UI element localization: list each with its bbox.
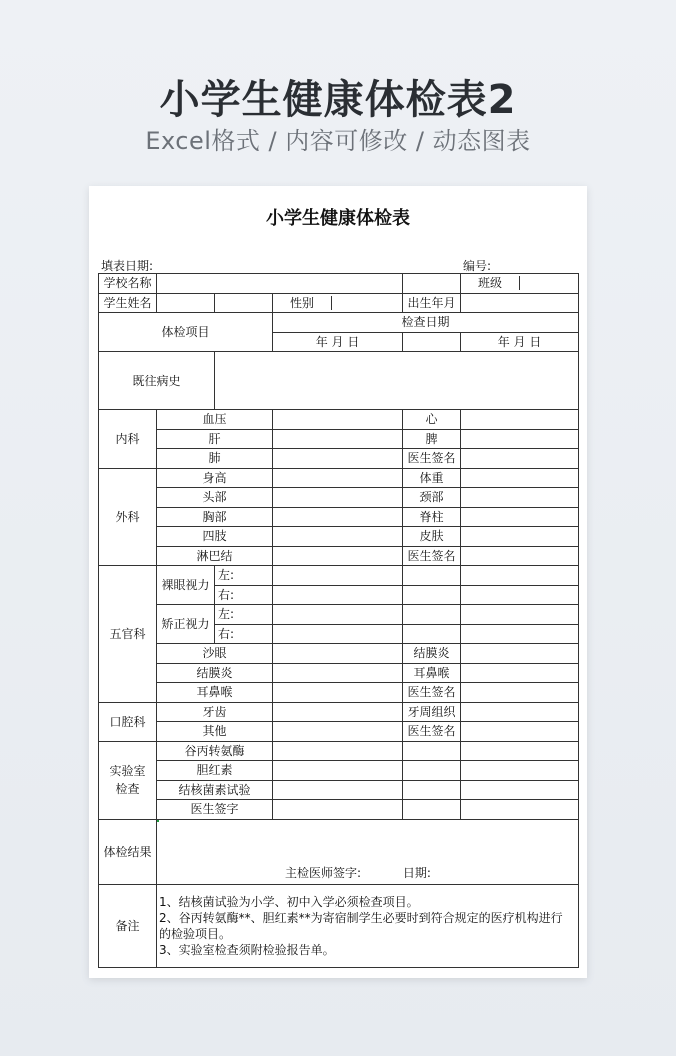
exam-date-spacer [403, 332, 461, 352]
spine-input[interactable] [461, 507, 579, 527]
corrected-vision-right-label: 右: [215, 624, 273, 644]
bilirubin-input[interactable] [273, 761, 403, 781]
table-row [99, 507, 579, 527]
form-title: 小学生健康体检表 [266, 208, 410, 229]
table-row [99, 741, 579, 761]
liver-label: 肝 [157, 429, 273, 449]
table-row [99, 468, 579, 488]
school-name-label: 学校名称 [99, 274, 157, 294]
limbs-input[interactable] [273, 527, 403, 547]
table-row [99, 566, 579, 586]
ent-section: 五官科 [99, 566, 157, 703]
student-name-input[interactable] [157, 293, 215, 313]
table-row [99, 819, 579, 884]
class-cell[interactable] [461, 274, 579, 294]
corrected-vision-right-extra[interactable] [403, 624, 461, 644]
head-label: 头部 [157, 488, 273, 508]
conjunctivitis-label-right: 结膜炎 [403, 644, 461, 664]
naked-vision-right-label: 右: [215, 585, 273, 605]
naked-vision-left-extra[interactable] [403, 566, 461, 586]
tb-test-input[interactable] [273, 780, 403, 800]
table-row [99, 605, 579, 625]
page-subheading: Excel格式 / 内容可修改 / 动态图表 [145, 127, 531, 155]
bilirubin-extra2[interactable] [461, 761, 579, 781]
table-row [99, 449, 579, 469]
heart-label: 心 [403, 410, 461, 430]
ear-nose-throat-label: 耳鼻喉 [157, 683, 273, 703]
height-input[interactable] [273, 468, 403, 488]
alt-input[interactable] [273, 741, 403, 761]
note-line-2: 2、谷丙转氨酶**、胆红素**为寄宿制学生必要时到符合规定的医疗机构进行的检验项目。 [159, 910, 563, 941]
periodontal-input[interactable] [461, 702, 579, 722]
bp-input[interactable] [273, 410, 403, 430]
internal-doctor-sign-input[interactable] [461, 449, 579, 469]
table-row [99, 780, 579, 800]
tb-test-extra[interactable] [403, 780, 461, 800]
teeth-input[interactable] [273, 702, 403, 722]
weight-input[interactable] [461, 468, 579, 488]
gender-label: 性别 [273, 296, 332, 310]
ear-nose-throat-input[interactable] [273, 683, 403, 703]
lab-doctor-sign-input[interactable] [273, 800, 403, 820]
number-label: 编号: [463, 259, 492, 273]
class-label-spacer [403, 274, 461, 294]
internal-doctor-sign-label: 医生签名 [403, 449, 461, 469]
alt-label: 谷丙转氨酶 [157, 741, 273, 761]
corrected-vision-left-input[interactable] [273, 605, 403, 625]
exam-item-header: 体检项目 [99, 313, 273, 352]
other-label: 其他 [157, 722, 273, 742]
table-row [99, 800, 579, 820]
conjunctivitis-input[interactable] [273, 663, 403, 683]
table-row [99, 722, 579, 742]
trachoma-input[interactable] [273, 644, 403, 664]
dental-doctor-sign-input[interactable] [461, 722, 579, 742]
naked-vision-label: 裸眼视力 [157, 566, 215, 605]
heart-input[interactable] [461, 410, 579, 430]
corrected-vision-left-label: 左: [215, 605, 273, 625]
skin-label: 皮肤 [403, 527, 461, 547]
corrected-vision-right-input[interactable] [273, 624, 403, 644]
alt-extra2[interactable] [461, 741, 579, 761]
spine-label: 脊柱 [403, 507, 461, 527]
table-row [99, 293, 579, 313]
table-row [99, 683, 579, 703]
table-row [99, 663, 579, 683]
table-row [99, 546, 579, 566]
ent-label-right: 耳鼻喉 [403, 663, 461, 683]
weight-label: 体重 [403, 468, 461, 488]
exam-date-header: 检查日期 [273, 313, 579, 333]
note-line-1: 1、结核菌试验为小学、初中入学必须检查项目。 [159, 894, 419, 909]
table-row [99, 410, 579, 430]
periodontal-label: 牙周组织 [403, 702, 461, 722]
table-row [99, 488, 579, 508]
other-input[interactable] [273, 722, 403, 742]
student-name-label: 学生姓名 [99, 293, 157, 313]
lab-doctor-sign-label: 医生签字 [157, 800, 273, 820]
corrected-vision-right-extra2[interactable] [461, 624, 579, 644]
chest-label: 胸部 [157, 507, 273, 527]
tb-test-extra2[interactable] [461, 780, 579, 800]
lung-label: 肺 [157, 449, 273, 469]
naked-vision-right-input[interactable] [273, 585, 403, 605]
form-table [98, 273, 579, 968]
neck-label: 颈部 [403, 488, 461, 508]
page-heading: 小学生健康体检表2 [159, 77, 517, 123]
table-row [99, 644, 579, 664]
lab-section-label: 实验室检查 [109, 764, 146, 796]
exam-date-1[interactable]: 年 月 日 [273, 332, 403, 352]
bp-label: 血压 [157, 410, 273, 430]
class-label: 班级 [461, 276, 520, 290]
exam-date-2[interactable]: 年 月 日 [461, 332, 579, 352]
result-label: 体检结果 [99, 819, 157, 884]
lab-sign-extra2[interactable] [461, 800, 579, 820]
ent-doctor-sign-input[interactable] [461, 683, 579, 703]
table-row [99, 527, 579, 547]
bilirubin-label: 胆红素 [157, 761, 273, 781]
ent-doctor-sign-label: 医生签名 [403, 683, 461, 703]
naked-vision-right-extra[interactable] [403, 585, 461, 605]
notes-label: 备注 [99, 884, 157, 967]
naked-vision-right-extra2[interactable] [461, 585, 579, 605]
lung-input[interactable] [273, 449, 403, 469]
ent-input-right[interactable] [461, 663, 579, 683]
naked-vision-left-input[interactable] [273, 566, 403, 586]
note-line-3: 3、实验室检查须附检验报告单。 [159, 942, 335, 957]
table-row [99, 702, 579, 722]
surgery-section: 外科 [99, 468, 157, 566]
naked-vision-left-extra2[interactable] [461, 566, 579, 586]
lymph-input[interactable] [273, 546, 403, 566]
school-name-input[interactable] [157, 274, 403, 294]
birth-label: 出生年月 [403, 293, 461, 313]
result-input[interactable] [157, 819, 579, 884]
teeth-label: 牙齿 [157, 702, 273, 722]
lymph-label: 淋巴结 [157, 546, 273, 566]
bilirubin-extra[interactable] [403, 761, 461, 781]
lab-sign-extra[interactable] [403, 800, 461, 820]
naked-vision-left-label: 左: [215, 566, 273, 586]
chief-sign-label: 主检医师签字: [285, 865, 362, 880]
surgery-doctor-sign-input[interactable] [461, 546, 579, 566]
spleen-label: 脾 [403, 429, 461, 449]
spleen-input[interactable] [461, 429, 579, 449]
gender-cell[interactable] [273, 293, 403, 313]
result-date-label: 日期: [402, 865, 431, 880]
tb-test-label: 结核菌素试验 [157, 780, 273, 800]
trachoma-label: 沙眼 [157, 644, 273, 664]
table-row [99, 313, 579, 333]
surgery-doctor-sign-label: 医生签名 [403, 546, 461, 566]
table-row [99, 761, 579, 781]
corrected-vision-left-extra2[interactable] [461, 605, 579, 625]
birth-input[interactable] [461, 293, 579, 313]
table-row [99, 884, 579, 967]
dental-doctor-sign-label: 医生签名 [403, 722, 461, 742]
height-label: 身高 [157, 468, 273, 488]
notes-content [157, 884, 579, 967]
health-exam-form [98, 273, 578, 970]
skin-input[interactable] [461, 527, 579, 547]
table-row [99, 352, 579, 410]
head-input[interactable] [273, 488, 403, 508]
liver-input[interactable] [273, 429, 403, 449]
fill-date-label: 填表日期: [101, 259, 154, 273]
dental-section: 口腔科 [99, 702, 157, 741]
cell-corner-mark [157, 820, 159, 822]
table-row [99, 429, 579, 449]
corrected-vision-label: 矫正视力 [157, 605, 215, 644]
gender-input-pre[interactable] [215, 293, 273, 313]
lab-section [99, 741, 157, 819]
internal-section: 内科 [99, 410, 157, 469]
chest-input[interactable] [273, 507, 403, 527]
table-row [99, 274, 579, 294]
alt-extra[interactable] [403, 741, 461, 761]
corrected-vision-left-extra[interactable] [403, 605, 461, 625]
history-label: 既往病史 [99, 352, 215, 410]
conjunctivitis-label: 结膜炎 [157, 663, 273, 683]
limbs-label: 四肢 [157, 527, 273, 547]
history-input[interactable] [215, 352, 579, 410]
conjunctivitis-input-right[interactable] [461, 644, 579, 664]
neck-input[interactable] [461, 488, 579, 508]
